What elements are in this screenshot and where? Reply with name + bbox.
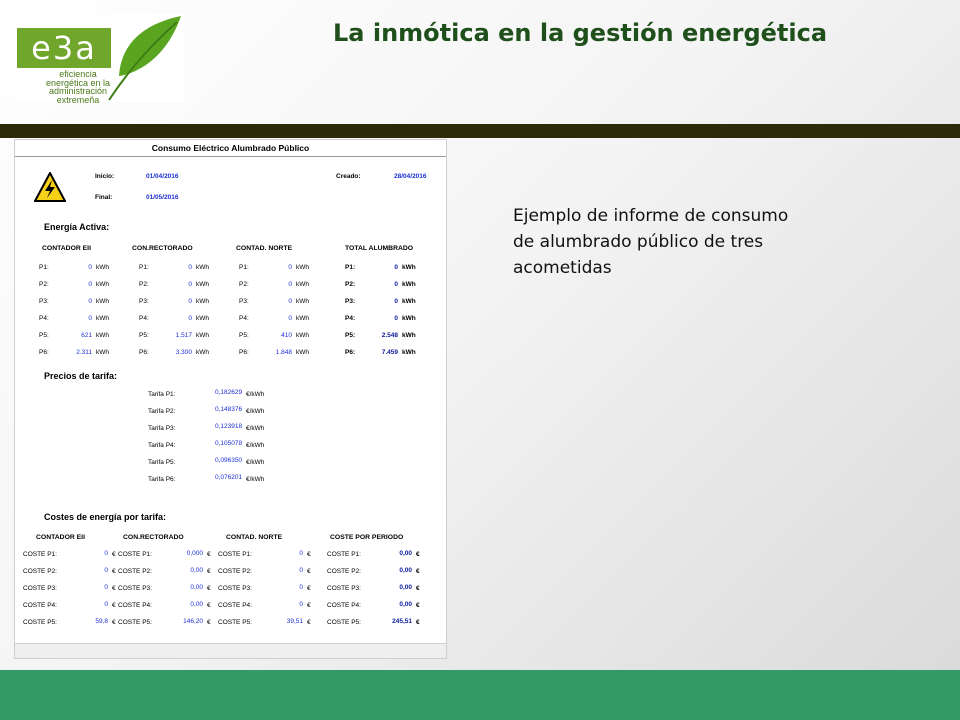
coste-value: 0 [104, 584, 108, 591]
coste-unit: € [112, 619, 116, 626]
coste-unit: € [307, 568, 311, 575]
coste-label: COSTE P5: [327, 619, 361, 626]
page-title: La inmótica en la gestión energética [333, 19, 828, 47]
coste-unit: € [416, 619, 420, 626]
coste-label: COSTE P2: [23, 568, 57, 575]
energia-period-label: P3: [239, 298, 249, 305]
coste-label: COSTE P4: [327, 602, 361, 609]
energia-period-label: P1: [345, 264, 356, 271]
coste-label: COSTE P5: [218, 619, 252, 626]
energia-unit: kWh [402, 315, 416, 322]
logo-line: eficiencia [59, 69, 97, 79]
energia-unit: kWh [196, 281, 209, 288]
coste-unit: € [307, 602, 311, 609]
energia-unit: kWh [96, 332, 109, 339]
energia-value: 1.517 [175, 332, 192, 339]
energia-value: 0 [394, 298, 398, 305]
energia-value: 2.548 [381, 332, 398, 339]
energia-column-header: CONTAD. NORTE [236, 245, 293, 252]
energia-value: 2.311 [76, 349, 92, 356]
tarifa-value: 0,076201 [215, 474, 243, 481]
energia-value: 0 [288, 264, 292, 271]
coste-label: COSTE P1: [327, 551, 361, 558]
coste-unit: € [416, 568, 420, 575]
energia-period-label: P6: [39, 349, 49, 356]
creado-label: Creado: [336, 173, 361, 180]
energia-value: 0 [188, 298, 192, 305]
coste-value: 0 [104, 567, 108, 574]
tarifa-unit: €/kWh [246, 476, 265, 483]
energia-value: 0 [188, 315, 192, 322]
energia-value: 0 [394, 281, 398, 288]
coste-label: COSTE P5: [118, 619, 152, 626]
energia-period-label: P1: [139, 264, 149, 271]
energia-value: 0 [88, 315, 92, 322]
energia-unit: kWh [296, 349, 309, 356]
coste-value: 0,00 [190, 567, 203, 574]
energia-period-label: P5: [39, 332, 49, 339]
coste-label: COSTE P1: [23, 551, 57, 558]
coste-label: COSTE P2: [327, 568, 361, 575]
energia-period-label: P3: [39, 298, 49, 305]
tarifa-unit: €/kWh [246, 425, 265, 432]
coste-label: COSTE P1: [118, 551, 152, 558]
energia-period-label: P2: [345, 281, 356, 288]
energia-value: 410 [281, 332, 292, 339]
bottom-footer-bar [0, 670, 960, 720]
energia-period-label: P6: [239, 349, 249, 356]
energia-unit: kWh [96, 349, 109, 356]
energia-unit: kWh [402, 298, 416, 305]
energia-value: 0 [394, 264, 398, 271]
coste-value: 0,00 [399, 567, 412, 574]
leaf-icon [103, 14, 183, 102]
energia-column-header: CON.RECTORADO [132, 245, 193, 252]
energia-unit: kWh [96, 298, 109, 305]
coste-unit: € [112, 568, 116, 575]
energia-unit: kWh [402, 264, 416, 271]
report-title: Consumo Eléctrico Alumbrado Público [15, 140, 446, 157]
energia-period-label: P4: [345, 315, 356, 322]
tarifa-label: Tarifa P4: [148, 442, 176, 449]
energia-value: 621 [81, 332, 92, 339]
coste-value: 0 [299, 584, 303, 591]
energia-unit: kWh [196, 264, 209, 271]
energia-unit: kWh [196, 349, 209, 356]
coste-label: COSTE P4: [23, 602, 57, 609]
tarifa-unit: €/kWh [246, 442, 265, 449]
tarifa-value: 0,096350 [215, 457, 243, 464]
coste-label: COSTE P5: [23, 619, 57, 626]
tarifa-unit: €/kWh [246, 391, 265, 398]
coste-label: COSTE P4: [218, 602, 252, 609]
costes-column-header: CON.RECTORADO [123, 534, 184, 541]
costes-column-header: COSTE POR PERIODO [330, 534, 404, 541]
energia-period-label: P4: [139, 315, 149, 322]
coste-label: COSTE P3: [218, 585, 252, 592]
section-costes: Costes de energía por tarifa: [44, 512, 167, 522]
energia-value: 0 [88, 281, 92, 288]
logo-line: energética en la [45, 77, 111, 88]
energia-value: 0 [188, 281, 192, 288]
energia-period-label: P2: [239, 281, 249, 288]
tarifa-value: 0,182629 [215, 389, 243, 396]
tarifa-value: 0,148376 [215, 406, 243, 413]
coste-value: 0,000 [186, 550, 203, 557]
energia-value: 0 [88, 298, 92, 305]
coste-unit: € [207, 619, 211, 626]
top-divider-bar [0, 124, 960, 138]
energia-value: 0 [394, 315, 398, 322]
energia-unit: kWh [96, 281, 109, 288]
coste-label: COSTE P2: [218, 568, 252, 575]
coste-label: COSTE P3: [118, 585, 152, 592]
coste-unit: € [416, 551, 420, 558]
energia-column-header: TOTAL ALUMBRADO [345, 245, 414, 252]
tarifa-value: 0,105078 [215, 440, 243, 447]
energia-column-header: CONTADOR EII [42, 245, 91, 252]
tarifa-label: Tarifa P6: [148, 476, 176, 483]
coste-label: COSTE P1: [218, 551, 252, 558]
coste-unit: € [307, 619, 311, 626]
energia-period-label: P2: [39, 281, 49, 288]
coste-unit: € [112, 551, 116, 558]
energia-unit: kWh [296, 332, 309, 339]
energia-value: 0 [288, 315, 292, 322]
costes-column-header: CONTADOR EII [36, 534, 85, 541]
coste-value: 59,8 [95, 618, 108, 625]
coste-label: COSTE P4: [118, 602, 152, 609]
energia-period-label: P3: [139, 298, 149, 305]
energia-value: 3.300 [175, 349, 192, 356]
report-screenshot [14, 139, 447, 659]
inicio-label: Inicio: [95, 173, 115, 180]
horizontal-scrollbar[interactable] [15, 643, 446, 659]
energia-period-label: P5: [239, 332, 249, 339]
energia-period-label: P2: [139, 281, 149, 288]
inicio-value: 01/04/2016 [146, 173, 179, 180]
section-energia-activa: Energía Activa: [44, 222, 110, 232]
energia-period-label: P3: [345, 298, 356, 305]
coste-value: 0,00 [190, 584, 203, 591]
tarifa-label: Tarifa P5: [148, 459, 176, 466]
energia-value: 0 [288, 298, 292, 305]
coste-label: COSTE P3: [23, 585, 57, 592]
energia-period-label: P6: [139, 349, 149, 356]
final-value: 01/05/2016 [146, 194, 179, 201]
coste-unit: € [207, 551, 211, 558]
coste-unit: € [307, 551, 311, 558]
energia-unit: kWh [296, 281, 309, 288]
energia-period-label: P1: [39, 264, 49, 271]
coste-value: 0 [299, 601, 303, 608]
energia-period-label: P4: [239, 315, 249, 322]
tarifa-label: Tarifa P1: [148, 391, 176, 398]
energia-unit: kWh [196, 332, 209, 339]
coste-value: 0 [299, 550, 303, 557]
coste-label: COSTE P3: [327, 585, 361, 592]
coste-value: 0 [299, 567, 303, 574]
e3a-logo [13, 14, 184, 105]
energia-value: 1.848 [275, 349, 292, 356]
coste-unit: € [112, 602, 116, 609]
coste-unit: € [112, 585, 116, 592]
energia-unit: kWh [96, 315, 109, 322]
energia-period-label: P6: [345, 349, 356, 356]
coste-value: 39,51 [286, 618, 303, 625]
coste-value: 0,00 [399, 550, 412, 557]
tarifa-value: 0,123918 [215, 423, 243, 430]
coste-value: 146,20 [183, 618, 203, 625]
high-voltage-warning-icon [34, 172, 66, 202]
tarifa-unit: €/kWh [246, 459, 265, 466]
coste-unit: € [207, 568, 211, 575]
energia-value: 0 [288, 281, 292, 288]
energia-unit: kWh [96, 264, 109, 271]
energia-period-label: P5: [345, 332, 356, 339]
tarifa-label: Tarifa P2: [148, 408, 176, 415]
coste-value: 0 [104, 601, 108, 608]
tarifa-label: Tarifa P3: [148, 425, 176, 432]
section-precios-tarifa: Precios de tarifa: [44, 371, 118, 381]
creado-value: 28/04/2016 [394, 173, 427, 180]
coste-value: 0,00 [190, 601, 203, 608]
energia-period-label: P5: [139, 332, 149, 339]
coste-unit: € [416, 585, 420, 592]
energia-unit: kWh [402, 332, 416, 339]
coste-value: 245,51 [392, 618, 412, 625]
coste-unit: € [207, 602, 211, 609]
logo-line: extremeña [56, 94, 100, 105]
coste-unit: € [307, 585, 311, 592]
energia-value: 7.459 [381, 349, 398, 356]
coste-value: 0,00 [399, 584, 412, 591]
coste-unit: € [207, 585, 211, 592]
energia-unit: kWh [196, 298, 209, 305]
energia-unit: kWh [402, 281, 416, 288]
energia-unit: kWh [196, 315, 209, 322]
energia-value: 0 [88, 264, 92, 271]
energia-unit: kWh [296, 264, 309, 271]
energia-period-label: P4: [39, 315, 49, 322]
energia-period-label: P1: [239, 264, 249, 271]
tarifa-unit: €/kWh [246, 408, 265, 415]
coste-value: 0 [104, 550, 108, 557]
coste-unit: € [416, 602, 420, 609]
costes-column-header: CONTAD. NORTE [226, 534, 283, 541]
energia-unit: kWh [296, 315, 309, 322]
slide-caption: Ejemplo de informe de consumo de alumbrado público de tres acometidas [513, 206, 789, 278]
coste-label: COSTE P2: [118, 568, 152, 575]
final-label: Final: [95, 194, 113, 201]
logo-line: administración [48, 86, 108, 96]
logo-mark: e3a [17, 28, 111, 68]
energia-unit: kWh [296, 298, 309, 305]
energia-value: 0 [188, 264, 192, 271]
coste-value: 0,00 [399, 601, 412, 608]
energia-unit: kWh [402, 349, 416, 356]
